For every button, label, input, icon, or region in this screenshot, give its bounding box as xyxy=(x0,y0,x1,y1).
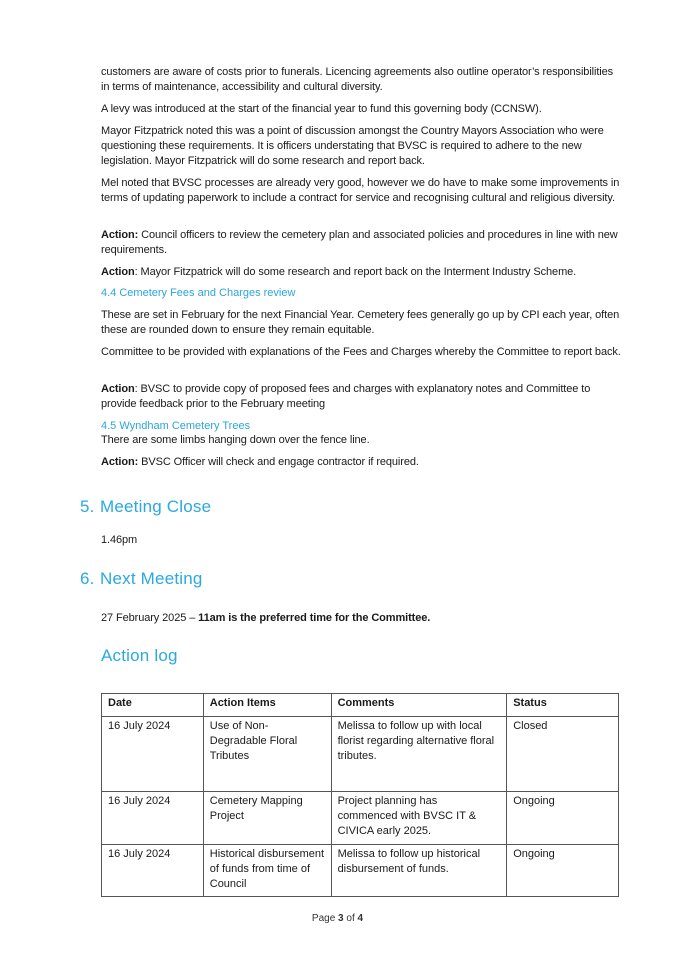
paragraph-licencing: customers are aware of costs prior to funerals. Licencing agreements also outline operator’s responsibilities in terms of maintenance, accessibility and cultural diversity. xyxy=(101,66,614,94)
paragraph-limbs: There are some limbs hanging down over the fence line. xyxy=(101,434,370,446)
paragraph-fees-set: These are set in February for the next Financial Year. Cemetery fees generally go up by CPI each year, often these are rounded down to ensure they remain equitable. xyxy=(101,309,620,337)
action-label: Action xyxy=(101,383,135,395)
section-number: 6. xyxy=(80,569,95,588)
cell-date: 16 July 2024 xyxy=(102,845,204,897)
table-row xyxy=(102,845,619,897)
column-header-comments: Comments xyxy=(331,694,507,717)
paragraph-bvsc-processes: Mel noted that BVSC processes are already very good, however we do have to make some improvements in terms of updating paperwork to include a contract for service and recognising cultural and religious diversity. xyxy=(101,177,620,205)
cell-action-item: Cemetery Mapping Project xyxy=(203,792,331,845)
column-header-date: Date xyxy=(102,694,204,717)
action-text: : Mayor Fitzpatrick will do some research and report back on the Interment Industry Scheme. xyxy=(134,266,577,278)
section-number: 5. xyxy=(80,497,95,516)
page-of: of xyxy=(343,913,358,924)
action-text: Council officers to review the cemetery plan and associated policies and procedures in line with new requirements. xyxy=(101,229,618,257)
table-header-row xyxy=(102,694,619,717)
cell-action-item: Historical disbursement of funds from time of Council xyxy=(203,845,331,897)
page-prefix: Page xyxy=(311,913,339,924)
subheading-wyndham-trees: 4.5 Wyndham Cemetery Trees xyxy=(101,420,251,432)
subheading-fees-charges: 4.4 Cemetery Fees and Charges review xyxy=(101,287,296,299)
cell-comment: Project planning has commenced with BVSC IT & CIVICA early 2025. xyxy=(331,792,507,845)
page-footer xyxy=(0,913,675,924)
heading-meeting-close xyxy=(80,497,211,517)
heading-next-meeting xyxy=(80,569,203,589)
cell-status: Closed xyxy=(507,717,619,792)
action-label: Action xyxy=(101,266,135,278)
table-row xyxy=(102,717,619,792)
cell-action-item: Use of Non-Degradable Floral Tributes xyxy=(203,717,331,792)
paragraph-action-fees xyxy=(101,382,621,412)
page-total: 4 xyxy=(357,913,364,924)
column-header-action-items: Action Items xyxy=(203,694,331,717)
page-current: 3 xyxy=(338,913,344,924)
paragraph-mayor-discussion: Mayor Fitzpatrick noted this was a point of discussion amongst the Country Mayors Association who were questioning these requirements. It is officers understating that BVSC is required to adhere to the new legislation. Mayor Fitzpatrick will do some research and report back. xyxy=(101,125,604,168)
cell-status: Ongoing xyxy=(507,792,619,845)
cell-date: 16 July 2024 xyxy=(102,717,204,792)
heading-action-log: Action log xyxy=(101,646,178,665)
paragraph-action-review xyxy=(101,228,621,258)
next-meeting-note: 11am is the preferred time for the Committee. xyxy=(198,612,431,624)
next-meeting-date: 27 February 2025 – xyxy=(101,612,199,624)
paragraph-action-mayor xyxy=(101,265,621,280)
action-log-table xyxy=(101,693,619,897)
next-meeting-details xyxy=(101,611,621,626)
action-label: Action: xyxy=(101,456,139,468)
section-title: Next Meeting xyxy=(100,569,203,588)
cell-status: Ongoing xyxy=(507,845,619,897)
cell-comment: Melissa to follow up historical disbursement of funds. xyxy=(331,845,507,897)
action-label: Action: xyxy=(101,229,139,241)
meeting-close-time: 1.46pm xyxy=(101,534,138,546)
action-text: : BVSC to provide copy of proposed fees and charges with explanatory notes and Committee to provide feedback prior to the February meeting xyxy=(101,383,591,411)
paragraph-committee-explanations: Committee to be provided with explanations of the Fees and Charges whereby the Committee to report back. xyxy=(101,346,621,358)
cell-comment: Melissa to follow up with local florist regarding alternative floral tributes. xyxy=(331,717,507,792)
cell-date: 16 July 2024 xyxy=(102,792,204,845)
action-text: BVSC Officer will check and engage contractor if required. xyxy=(138,456,419,468)
section-title: Meeting Close xyxy=(100,497,212,516)
table-row xyxy=(102,792,619,845)
column-header-status: Status xyxy=(507,694,619,717)
paragraph-levy: A levy was introduced at the start of the financial year to fund this governing body (CCNSW). xyxy=(101,103,542,115)
paragraph-action-contractor xyxy=(101,455,621,470)
